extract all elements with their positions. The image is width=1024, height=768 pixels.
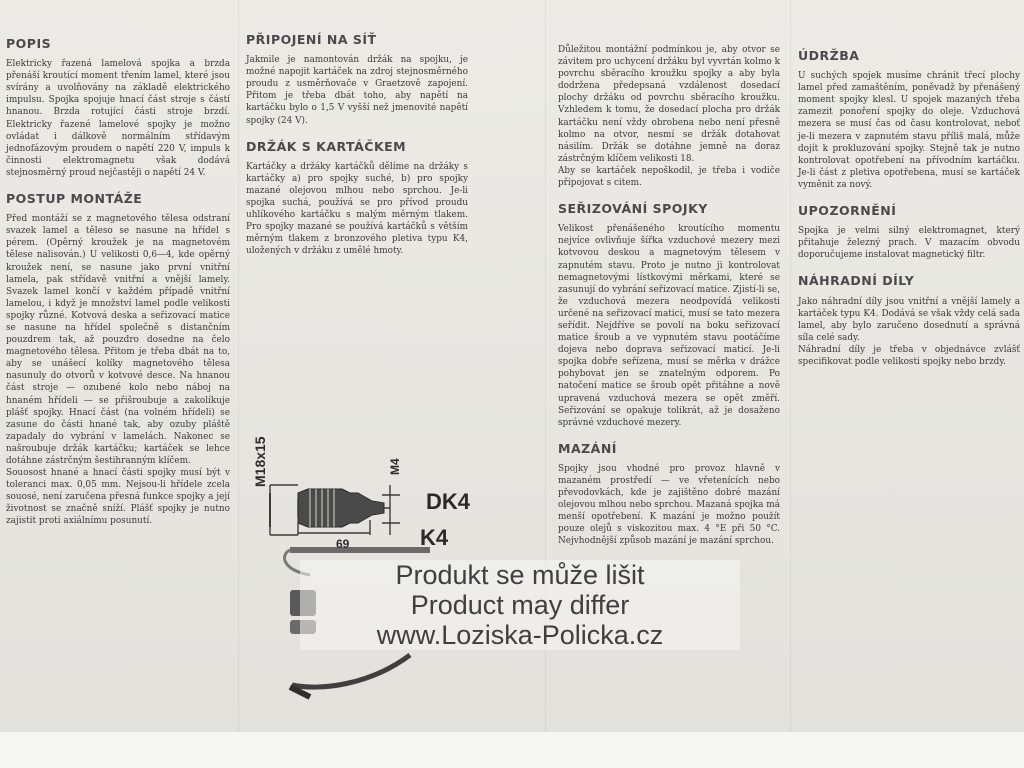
column-1: [6, 38, 230, 534]
watermark-line-cz: Produkt se může lišit: [395, 560, 645, 590]
heading-upozorneni: UPOZORNĚNÍ: [798, 203, 897, 219]
heading-drzak: DRŽÁK S KARTÁČKEM: [246, 138, 407, 154]
pripojeni-text: Jakmile je namontován držák na spojku, je možné napojit kartáček na zdroj stejnosměrného proudu z usměrňovače v Graetzově zapojení. Přitom je třeba dbát toho, aby napětí na kartáčku bylo o 1,5 V vyšší než jmenovité napětí spojky (24 V).: [246, 55, 468, 126]
heading-nahradni-dily: NÁHRADNÍ DÍLY: [798, 273, 915, 289]
nahradni-dily-text: Jako náhradní díly jsou vnitřní a vnější lamely a kartáček typu K4. Dodává se však vždy celá sada lamel, aby bylo zaručeno dosednutí a správná síla celé sady. Náhradní díly je třeba v objednávce zvlášť specifikovat podle velikosti spojky nebo brzdy.: [798, 296, 1020, 367]
fold-line: [238, 0, 239, 732]
k4-label: K4: [420, 525, 449, 550]
montaz-continuation-text: Důležitou montážní podmínkou je, aby otvor se závitem pro uchycení držáku byl vyvrtán kolmo k povrchu sběracího kroužku spojky a aby byla dodržena předepsaná vzdálenost dosedací plochy držáku od povrchu sběracího kroužku. Vzhledem k tomu, že dosedací plocha pro držák kartáčku není vždy obrobena nebo není přesně kolmo na otvor, nesmí se držák dotahovat násilím. Držák se dotáhne jemně na doraz zástrčným klíčem velikosti 18. Aby se kartáček nepoškodil, je třeba i vodiče připojovat s citem.: [558, 45, 780, 189]
brush-holder-figure: [250, 385, 471, 725]
serizovani-text: Velikost přenášeného kroutícího momentu nejvíce ovlivňuje šířka vzduchové mezery mezi kotvovou deskou a magnetovým tělesem v zapnutém stavu. Proto je nutno ji kontrolovat nemagnetovými lístkovými měrkami, které se zasunují do vybrání seřizovací matice. Zjistí-li se, že vzduchová mezera neodpovídá velikosti určené na seřizovací matici, musí se tato mezera seřídit. Nejdříve se povolí na boku seřizovací matice šroub a ve vypnutém stavu pootáčíme dojeva nebo doprava seřizovací maticí. Je-li spojka dobře seřízena, musí se měrka v drážce pohybovat jen se znatelným odporem. Po natočení matice se šroub opět přitáhne a nově upravená vzduchová mezera se opět změří. Seřizování se opakuje tolikrát, až je dosaženo správné vzduchové mezery.: [558, 224, 780, 428]
mazani-text: Spojky jsou vhodné pro provoz hlavně v mazaném prostředí — ve vřetenících nebo převodovkách, kde je zajištěno dobré mazání olejovou mlhou nebo sprchou. Mazaná spojka má menší opotřebení. K mazání je možno použít pouze olejů s viskozitou max. 4 °E při 50 °C. Nejvhodnější způsob mazání je mazání sprchou.: [558, 463, 780, 547]
heading-mazani: MAZÁNÍ: [558, 440, 617, 456]
dk4-label: DK4: [426, 489, 471, 514]
column-4: [798, 44, 1020, 374]
thread-dimension-label: M18x15: [252, 436, 268, 487]
m4-dimension-label: M4: [388, 458, 402, 475]
fold-line: [790, 0, 791, 732]
postup-text: Před montáží se z magnetového tělesa odstraní svazek lamel a těleso se nasune na hřídel s pérem. (Opěrný kroužek je na magnetovém tělese nalisován.) U velikosti 0,6—4, kde opěrný kroužek není, se nasune jako první vnitřní lamela, pak střídavě vnitřní a vnější lamely. Svazek lamel končí v každém případě vnitřní lamelou, i když je množství lamel podle velikosti spojky různé. Kotvová deska a seřizovací matice se nasune na hřídel společně s distančním pouzdrem tak, až pouzdro dosedne na čelo magnetového tělesa. Přitom je třeba dbát na to, aby se unášecí kolíky magnetového tělesa nasunuly do otvorů v kotvové desce. Na hnanou část stroje — ozubené kolo nebo náboj na hnaném hřídeli — se přišroubuje a zakolíkuje plášť spojky. Hnací část (na volném hřídeli) se zasune do části hnané tak, aby ozuby pláště zapadaly do vybrání v lamelách. Nakonec se našroubuje držák kartáčku; kartáček se lehce dotáhne zástrčným šestihranným klíčem. Souosost hnané a hnací části spojky musí být v toleranci max. 0,05 mm. Nejsou-li hřídele zcela souosé, není zaručena přesná funkce spojky a její životnost se značně sníží. Plášť spojky je nutno zajistit proti axiálnímu posunutí.: [6, 214, 230, 527]
page-bottom-margin: [0, 732, 1024, 768]
upozorneni-text: Spojka je velmi silný elektromagnet, který přitahuje železný prach. V mazacím obvodu doporučujeme instalovat magnetický filtr.: [798, 226, 1020, 261]
heading-postup-montaze: POSTUP MONTÁŽE: [6, 191, 143, 207]
popis-text: Elektricky řazená lamelová spojka a brzda přenáší kroutící moment třením lamel, které jsou svírány a uvolňovány na základě elektrického impulsu. Spojka spojuje hnací část stroje s částí hnanou. Brzda rotující části stroje brzdí. Elektricky řazené lamelové spojky je možno ovládat i dálkově normálním střídavým jednofázovým proudem o napětí 220 V, impuls k činnosti elektromagnetu však dodává stejnosměrný proud nejčastěji o napětí 24 V.: [6, 59, 230, 178]
drzak-text: Kartáčky a držáky kartáčků dělíme na držáky s kartáčky a) pro spojky suché, b) pro spojky mazané olejovou mlhou nebo sprchou. Je-li spojka suchá, používá se pro přívod proudu uhlíkového kartáčku s malým měrným tlakem. Pro spojky mazané se používá kartáčků s větším měrným tlakem z bronzového pletiva typu K4, uložených v držáku z umělé hmoty.: [246, 161, 468, 257]
heading-popis: POPIS: [6, 36, 52, 51]
heading-udrzba: ÚDRŽBA: [798, 48, 860, 63]
watermark-url: www.Loziska-Policka.cz: [376, 620, 664, 650]
column-2: [246, 34, 468, 264]
udrzba-text: U suchých spojek musíme chránit třecí plochy lamel před zamaštěním, poněvadž by přenášený moment spojky klesl. U spojek mazaných třeba zamezit ponoření spojky do oleje. Vzduchová mezera se musí čas od času kontrolovat, neboť je-li mezera v zapnutém stavu příliš malá, může dojít k prokluzování spojky. Stejně tak je nutno kontrolovat opotřebení na přívodním kartáčku. Je-li část z pletiva opotřebena, musí se kartáček vyměnit za nový.: [798, 71, 1020, 190]
product-disclaimer-watermark: [300, 560, 740, 650]
watermark-line-en: Product may differ: [410, 590, 630, 620]
heading-serizovani: SEŘIZOVÁNÍ SPOJKY: [558, 201, 708, 217]
column-3: [558, 44, 780, 554]
length-dimension-label: 69: [336, 537, 350, 551]
heading-pripojeni: PŘIPOJENÍ NA SÍŤ: [246, 32, 377, 47]
brush-holder-drawing: [250, 385, 460, 725]
